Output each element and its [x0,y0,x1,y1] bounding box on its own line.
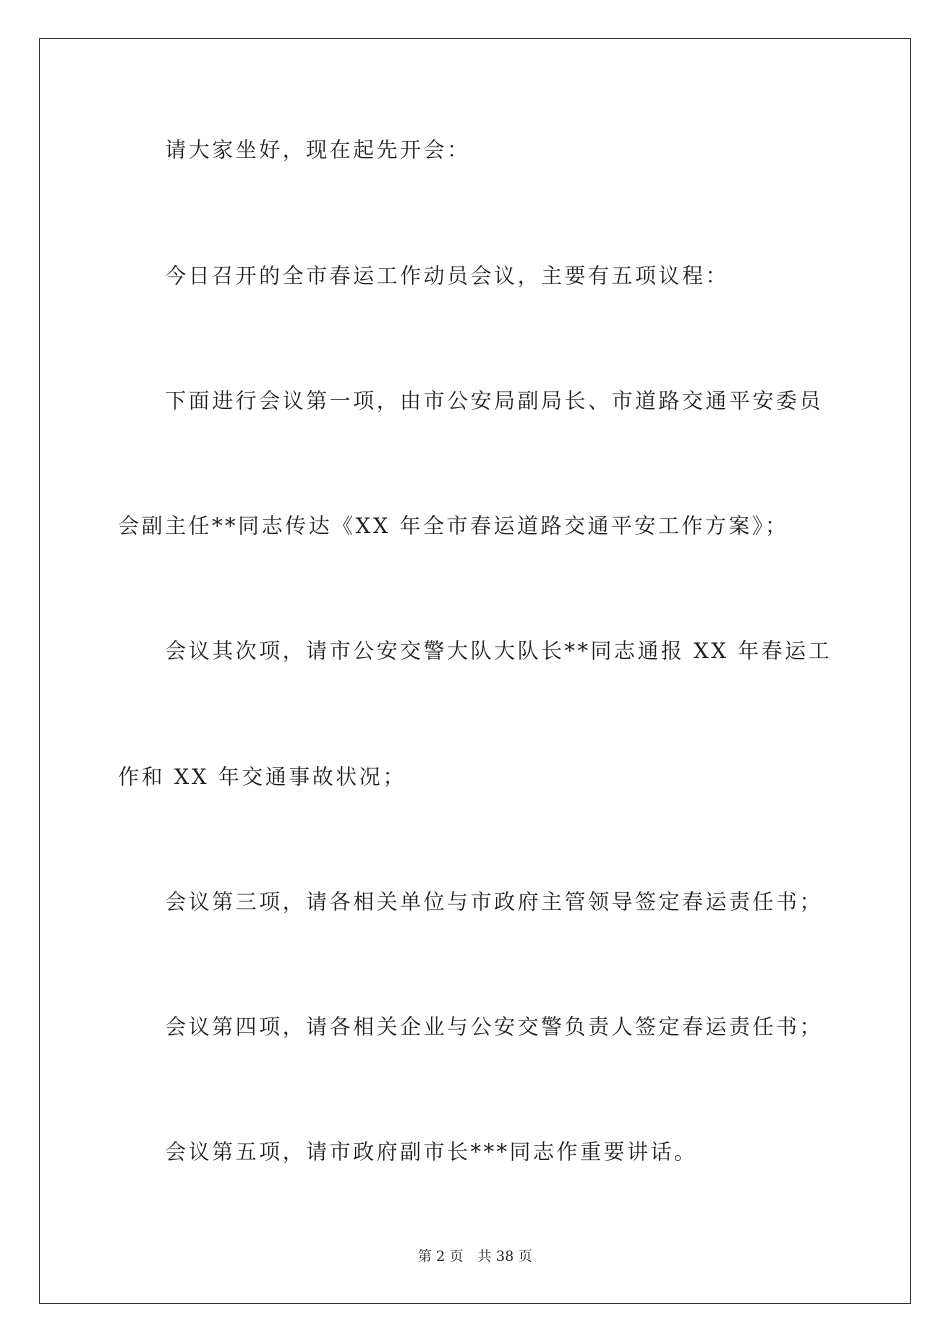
paragraph-line: 会议第三项，请各相关单位与市政府主管领导签定春运责任书； [165,890,823,914]
paragraph-line: 会副主任**同志传达《XX 年全市春运道路交通平安工作方案》； [118,514,789,538]
paragraph-line: 请大家坐好，现在起先开会： [165,138,471,162]
page-total: 共 38 页 [477,1249,533,1265]
paragraph-line: 今日召开的全市春运工作动员会议，主要有五项议程： [165,264,729,288]
page-number: 第 2 页 [417,1249,464,1265]
paragraph-line: 作和 XX 年交通事故状况； [118,765,407,789]
page-border [39,38,911,1304]
paragraph-line: 会议第四项，请各相关企业与公安交警负责人签定春运责任书； [165,1015,823,1039]
paragraph-line: 会议第五项，请市政府副市长***同志作重要讲话。 [165,1140,698,1164]
paragraph-line: 会议其次项，请市公安交警大队大队长**同志通报 XX 年春运工 [165,639,832,663]
paragraph-line: 下面进行会议第一项，由市公安局副局长、市道路交通平安委员 [165,389,823,413]
page-footer [0,1248,950,1266]
